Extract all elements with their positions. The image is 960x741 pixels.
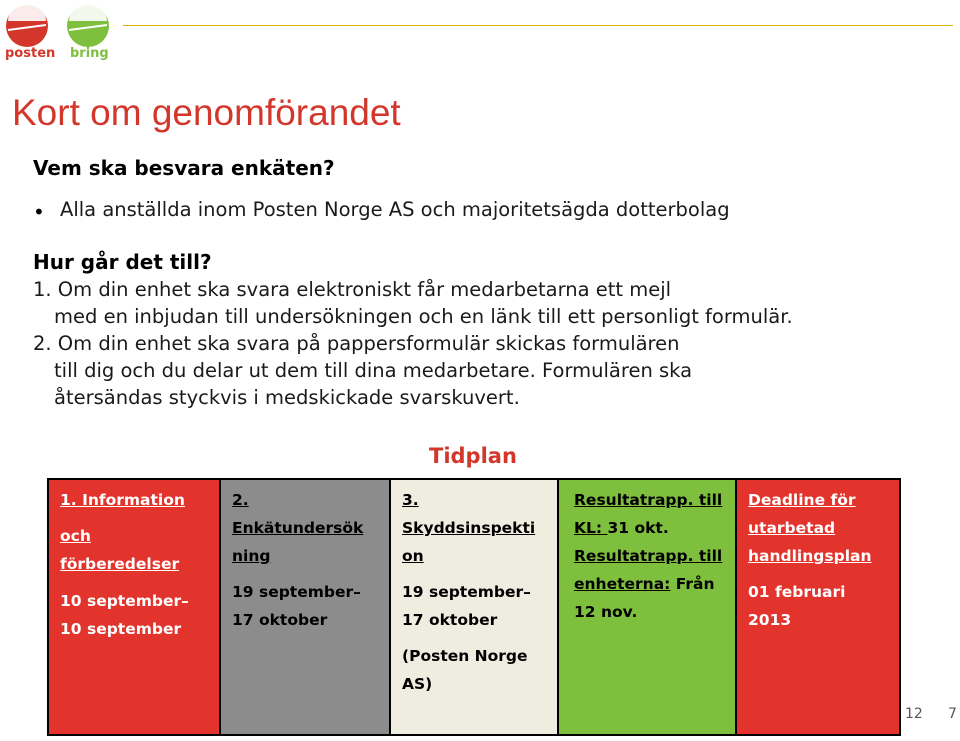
phase-4-units-value: Från <box>670 575 715 593</box>
phase-5-date: 01 februari <box>748 583 846 601</box>
phase-1-date-end: 10 september <box>60 620 182 638</box>
phase-3-note-2: AS) <box>402 675 433 693</box>
phase-4-date: 12 nov. <box>574 603 638 621</box>
phase-3-title-2: on <box>402 547 424 565</box>
phase-3-number: 3. <box>402 491 419 509</box>
phase-3-date-start: 19 september– <box>402 583 531 601</box>
phase-4-title-2: Resultatrapp. till <box>574 547 723 565</box>
phase-3-note: (Posten Norge <box>402 647 528 665</box>
posten-logo <box>5 4 49 52</box>
phase-5-year: 2013 <box>748 611 792 629</box>
phase-2-date-start: 19 september– <box>232 583 361 601</box>
bullet-dot: • <box>33 200 45 224</box>
page-number: 12 <box>905 706 923 722</box>
body-line-4: till dig och du delar ut dem till dina medarbetare. Formulären ska <box>54 359 693 382</box>
phase-4-kl-value: 31 okt. <box>607 519 669 537</box>
timeline-heading: Tidplan <box>429 444 517 468</box>
body-line-2: med en inbjudan till undersökningen och en länk till ett personligt formulär. <box>54 305 793 328</box>
phase-5-title: Deadline för <box>748 491 856 509</box>
phase-4-kl-label: KL: <box>574 519 608 537</box>
timeline-phase-2 <box>221 480 391 734</box>
page-number-secondary: 7 <box>948 706 957 722</box>
phase-5-title-2: utarbetad <box>748 519 836 537</box>
phase-2-title: Enkätundersök <box>232 519 364 537</box>
body-line-1: 1. Om din enhet ska svara elektroniskt får medarbetarna ett mejl <box>33 278 672 301</box>
body-line-5: återsändas styckvis i medskickade svarskuvert. <box>54 386 520 409</box>
timeline-phase-3 <box>391 480 559 734</box>
posten-logo-text: posten <box>5 46 56 61</box>
timeline-phase-5 <box>737 480 899 734</box>
phase-1-title-3: förberedelser <box>60 555 180 573</box>
phase-4-title: Resultatrapp. till <box>574 491 723 509</box>
bullet-text: Alla anställda inom Posten Norge AS och majoritetsägda dotterbolag <box>60 198 730 221</box>
bring-logo-text: bring <box>70 46 109 61</box>
phase-1-date-start: 10 september– <box>60 592 189 610</box>
phase-5-title-3: handlingsplan <box>748 547 872 565</box>
bring-logo <box>66 4 110 52</box>
header-divider <box>123 25 953 26</box>
phase-3-date-end: 17 oktober <box>402 611 498 629</box>
question-how: Hur går det till? <box>33 250 212 274</box>
phase-1-title-2: och <box>60 527 91 545</box>
phase-2-number: 2. <box>232 491 249 509</box>
phase-1-title: 1. Information <box>60 491 185 509</box>
timeline-phase-1 <box>49 480 221 734</box>
phase-3-title: Skyddsinspekti <box>402 519 536 537</box>
question-who: Vem ska besvara enkäten? <box>33 156 335 180</box>
slide-title: Kort om genomförandet <box>12 92 401 133</box>
timeline-phase-4 <box>559 480 737 734</box>
body-line-3: 2. Om din enhet ska svara på pappersformulär skickas formulären <box>33 332 680 355</box>
phase-4-units-date <box>574 575 715 593</box>
phase-4-kl-date <box>574 519 669 537</box>
phase-2-title-2: ning <box>232 547 271 565</box>
phase-4-units-label: enheterna: <box>574 575 671 593</box>
timeline-table <box>47 478 901 736</box>
phase-2-date-end: 17 oktober <box>232 611 328 629</box>
